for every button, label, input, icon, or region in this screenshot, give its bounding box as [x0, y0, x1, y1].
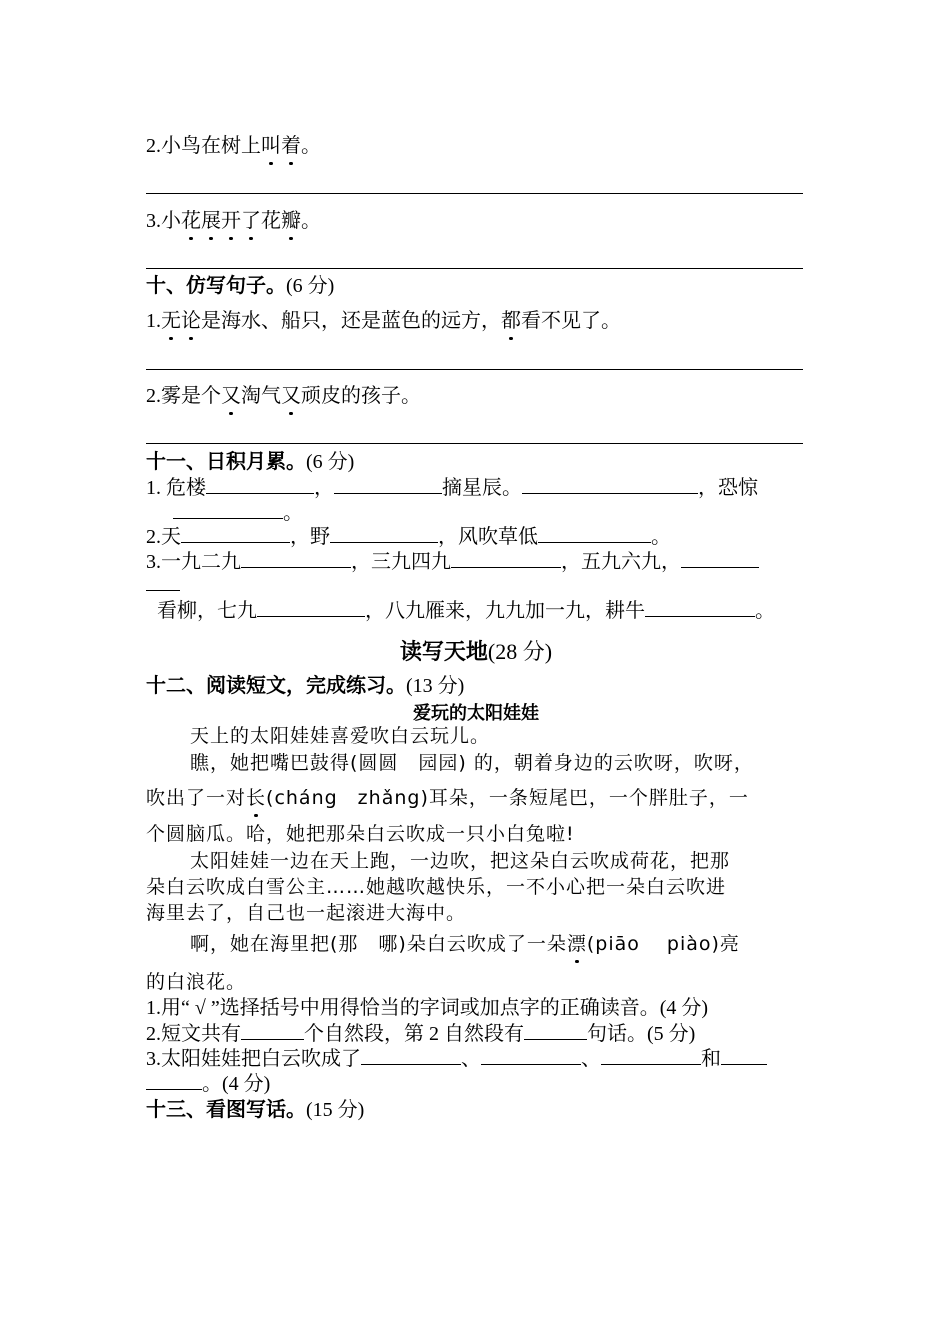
- answer-line[interactable]: [146, 193, 803, 194]
- q2-end: 。: [301, 135, 321, 157]
- q-text: 3.太阳娃娃把白云吹成了: [146, 1048, 361, 1070]
- story-text: 吹出了一对: [146, 787, 247, 809]
- q-text: 1. 危楼: [146, 477, 206, 499]
- dotted-char: 着: [281, 135, 301, 157]
- q-text: 摘星辰。: [442, 477, 522, 499]
- dotted-char: 展: [201, 210, 221, 232]
- question-2: [146, 134, 321, 158]
- fill-blank[interactable]: [334, 475, 442, 494]
- section-11-q1: [146, 475, 758, 500]
- dotted-char: 漂: [566, 933, 587, 955]
- answer-line[interactable]: [146, 443, 803, 444]
- story-p3-line3: 海里去了，自己也一起滚进大海中。: [146, 902, 467, 924]
- fill-blank[interactable]: [206, 475, 314, 494]
- q2-text: 2.小鸟在树上: [146, 135, 261, 157]
- q-text: ，五九六九，: [561, 551, 681, 573]
- q-text: 和: [701, 1048, 721, 1070]
- section-12-heading: [146, 673, 464, 698]
- q3-text: 花: [261, 210, 281, 232]
- section-12-q2: [146, 1021, 695, 1046]
- q-text: 2.天: [146, 526, 181, 548]
- story-p4-line2: 的白浪花。: [146, 971, 247, 993]
- section-score: (6 分): [306, 451, 355, 473]
- fill-blank[interactable]: [181, 524, 290, 543]
- section-13-heading: [146, 1097, 364, 1122]
- section-11-q2: [146, 524, 671, 549]
- section-10-q1: [146, 309, 621, 333]
- fill-blank[interactable]: [146, 572, 180, 591]
- q-text: 是海水、船只，还是蓝色的远方，: [201, 310, 501, 332]
- dotted-char: 叫: [261, 135, 281, 157]
- section-title: 十、仿写句子。: [146, 273, 286, 297]
- fill-blank[interactable]: [538, 524, 651, 543]
- q-text: 顽皮的孩子。: [301, 385, 421, 407]
- dotted-char: 瓣: [281, 210, 301, 232]
- q3-end: 。: [301, 210, 321, 232]
- q-number: 1.: [146, 310, 161, 332]
- q-text: 看柳，七九: [157, 600, 257, 622]
- section-10-q2: [146, 384, 421, 408]
- answer-line[interactable]: [146, 369, 803, 370]
- dotted-char: 又: [221, 385, 241, 407]
- q-text: 句话。(5 分): [587, 1023, 696, 1045]
- q-text: 3.一九二九: [146, 551, 241, 573]
- fill-blank[interactable]: [241, 1021, 304, 1040]
- dotted-char: 论: [181, 310, 201, 332]
- section-title: 十二、阅读短文，完成练习。: [146, 673, 406, 697]
- section-11-q3-cont: [146, 598, 775, 623]
- q-text: 、: [581, 1048, 601, 1070]
- dotted-char: 长: [246, 787, 267, 809]
- fill-blank[interactable]: [173, 500, 283, 519]
- q-text: ，野: [290, 526, 330, 548]
- section-11-q3: [146, 549, 759, 574]
- q-text: ，: [314, 477, 334, 499]
- q-text: 。(4 分): [202, 1073, 271, 1095]
- fill-blank[interactable]: [522, 475, 698, 494]
- q-text: ，恐惊: [698, 477, 758, 499]
- q-text: 。: [283, 502, 303, 524]
- section-score: (15 分): [306, 1099, 365, 1121]
- section-12-q3-cont: [146, 1071, 270, 1096]
- fill-blank[interactable]: [257, 598, 365, 617]
- story-p3-line2: 朵白云吹成白雪公主……她越吹越快乐，一不小心把一朵白云吹进: [146, 876, 727, 898]
- q-text: ，风吹草低: [438, 526, 538, 548]
- story-p1: 天上的太阳娃娃喜爱吹白云玩儿。: [190, 725, 491, 747]
- dotted-char: 都: [501, 310, 521, 332]
- q-text: 、: [461, 1048, 481, 1070]
- story-text: 啊，她在海里把(那 哪)朵白云吹成了一朵: [190, 933, 567, 955]
- fill-blank[interactable]: [361, 1046, 461, 1065]
- fill-blank[interactable]: [721, 1046, 767, 1065]
- q-text: 。: [755, 600, 775, 622]
- q-text: 。: [651, 526, 671, 548]
- q-text: 2.短文共有: [146, 1023, 241, 1045]
- story-p4-line1: [190, 932, 740, 956]
- story-p3-line1: 太阳娃娃一边在天上跑，一边吹，把这朵白云吹成荷花，把那: [190, 850, 731, 872]
- section-score: (6 分): [286, 275, 335, 297]
- story-title: [146, 699, 806, 725]
- dotted-char: 开: [221, 210, 241, 232]
- fill-blank[interactable]: [601, 1046, 701, 1065]
- fill-blank[interactable]: [330, 524, 438, 543]
- section-12-q1: 1.用“ √ ”选择括号中用得恰当的字词或加点字的正确读音。(4 分): [146, 997, 709, 1019]
- dotted-char: 花: [181, 210, 201, 232]
- q-text: 淘气: [241, 385, 281, 407]
- q-text: 看不见了。: [521, 310, 621, 332]
- story-title-text: 爱玩的太阳娃娃: [413, 703, 539, 724]
- part-title-text: 读写天地: [399, 640, 488, 665]
- story-p2-line1: 瞧，她把嘴巴鼓得(圆圆 园园) 的，朝着身边的云吹呀，吹呀，: [190, 752, 754, 774]
- fill-blank[interactable]: [524, 1021, 587, 1040]
- story-text: (cháng zhǎng)耳朵，一条短尾巴，一个胖肚子，一: [266, 787, 749, 809]
- section-title: 十一、日积月累。: [146, 449, 306, 473]
- section-11-heading: [146, 449, 354, 474]
- story-p2-line2: [146, 786, 749, 810]
- dotted-char: 又: [281, 385, 301, 407]
- q-text: ，八九雁来，九九加一九，耕牛: [365, 600, 645, 622]
- fill-blank[interactable]: [451, 549, 561, 568]
- fill-blank[interactable]: [481, 1046, 581, 1065]
- section-score: (13 分): [406, 675, 465, 697]
- section-10-heading: [146, 273, 334, 298]
- q-text: 2.雾是个: [146, 385, 221, 407]
- q-text: ，三九四九: [351, 551, 451, 573]
- section-12-q3: [146, 1046, 767, 1071]
- part-title: [146, 635, 806, 666]
- fill-blank[interactable]: [146, 1071, 202, 1090]
- q-text: 个自然段，第 2 自然段有: [304, 1023, 524, 1045]
- part-score: (28 分): [487, 639, 553, 664]
- dotted-char: 无: [161, 310, 181, 332]
- fill-blank[interactable]: [681, 549, 759, 568]
- story-text: (piāo piào)亮: [586, 933, 740, 955]
- section-title: 十三、看图写话。: [146, 1097, 306, 1121]
- q3-text: 3.小: [146, 210, 181, 232]
- fill-blank[interactable]: [645, 598, 755, 617]
- section-11-q1-cont: [173, 500, 303, 525]
- dotted-char: 了: [241, 210, 261, 232]
- question-3: [146, 209, 321, 233]
- fill-blank[interactable]: [241, 549, 351, 568]
- story-p2-line3: 个圆脑瓜。哈，她把那朵白云吹成一只小白兔啦!: [146, 823, 575, 845]
- answer-line[interactable]: [146, 268, 803, 269]
